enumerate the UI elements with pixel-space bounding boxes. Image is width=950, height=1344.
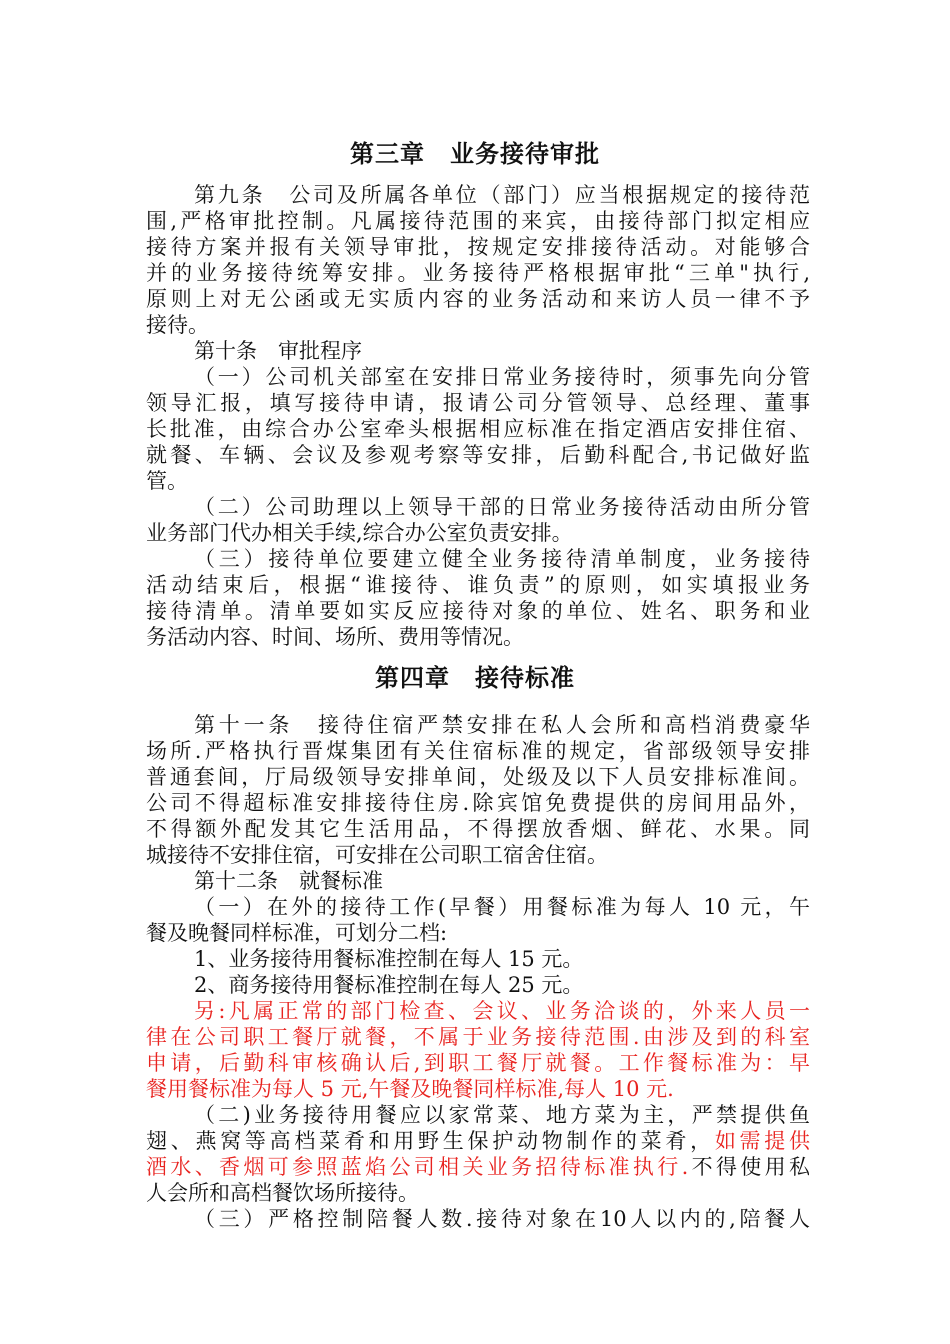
- art10-heading: 第十条 审批程序: [194, 339, 362, 363]
- art12-note-line-2: 律在公司职工餐厅就餐，不属于业务接待范围.由涉及到的科室: [146, 1025, 810, 1049]
- art10-p3-line-3: 接待清单。清单要如实反应接待对象的单位、姓名、职务和业: [146, 599, 810, 623]
- art10-p3-line-4: 务活动内容、时间、场所、费用等情况。: [146, 625, 524, 649]
- art10-p1-line-4: 就餐、车辆、会议及参观考察等安排，后勤科配合,书记做好监: [146, 443, 810, 467]
- art10-p1-line-2: 领导汇报，填写接待申请，报请公司分管领导、总经理、董事: [146, 391, 810, 415]
- art12-item-1: 1、业务接待用餐标准控制在每人 15 元。: [194, 947, 584, 971]
- art10-p2-line-1: （二）公司助理以上领导干部的日常业务接待活动由所分管: [194, 495, 810, 519]
- art10-p1-line-5: 管。: [146, 469, 188, 493]
- art12-p2-line-2: [146, 1128, 810, 1154]
- art11-line-4: 公司不得超标准安排接待住房.除宾馆免费提供的房间用品外，: [146, 791, 810, 815]
- art12-p1-line-1: （一）在外的接待工作(早餐）用餐标准为每人 10 元，午: [194, 895, 810, 919]
- art9-line-6: 接待。: [146, 313, 209, 337]
- art9-line-5: 原则上对无公函或无实质内容的业务活动和来访人员一律不予: [146, 287, 810, 311]
- art10-p2-line-2: 业务部门代办相关手续,综合办公室负责安排。: [146, 521, 573, 545]
- art12-p2-line-3-red: 酒水、香烟可参照蓝焰公司相关业务招待标准执行.: [146, 1155, 689, 1179]
- chapter-4-title: 第四章 接待标准: [375, 664, 575, 692]
- art9-line-1: 第九条 公司及所属各单位（部门）应当根据规定的接待范: [194, 183, 810, 207]
- art10-p3-line-2: 活动结束后，根据“谁接待、谁负责”的原则，如实填报业务: [146, 573, 810, 597]
- art12-note-line-1: 另:凡属正常的部门检查、会议、业务洽谈的，外来人员一: [194, 999, 810, 1023]
- art11-line-1: 第十一条 接待住宿严禁安排在私人会所和高档消费豪华: [194, 713, 810, 737]
- art12-note-line-4: 餐用餐标准为每人 5 元,午餐及晚餐同样标准,每人 10 元.: [146, 1077, 674, 1101]
- art10-p3-line-1: （三）接待单位要建立健全业务接待清单制度，业务接待: [194, 547, 810, 571]
- art10-p1-line-3: 长批准，由综合办公室牵头根据相应标准在指定酒店安排住宿、: [146, 417, 810, 441]
- art12-p1-line-2: 餐及晚餐同样标准，可划分二档:: [146, 921, 448, 945]
- art12-note-line-3: 申请，后勤科审核确认后,到职工餐厅就餐。工作餐标准为：早: [146, 1051, 810, 1075]
- art12-p2-line-1: （二)业务接待用餐应以家常菜、地方菜为主，严禁提供鱼: [194, 1103, 810, 1127]
- art11-line-6: 城接待不安排住宿，可安排在公司职工宿舍住宿。: [146, 843, 608, 867]
- chapter-3-title: 第三章 业务接待审批: [350, 140, 600, 168]
- art9-line-3: 接待方案并报有关领导审批，按规定安排接待活动。对能够合: [146, 235, 810, 259]
- art12-item-2: 2、商务接待用餐标准控制在每人 25 元。: [194, 973, 584, 997]
- art10-p1-line-1: （一）公司机关部室在安排日常业务接待时，须事先向分管: [194, 365, 810, 389]
- art12-p2-line-2-black: 翅、燕窝等高档菜肴和用野生保护动物制作的菜肴，: [146, 1129, 715, 1153]
- art12-p2-line-2-red: 如需提供: [714, 1129, 811, 1153]
- art9-line-4: 并的业务接待统筹安排。业务接待严格根据审批“三单"执行,: [146, 261, 810, 285]
- art9-line-2: 围,严格审批控制。凡属接待范围的来宾，由接待部门拟定相应: [146, 209, 810, 233]
- art12-p3-line-1: （三）严格控制陪餐人数.接待对象在10人以内的,陪餐人: [194, 1207, 810, 1231]
- art12-p2-line-4: 人会所和高档餐饮场所接待。: [146, 1181, 419, 1205]
- art11-line-3: 普通套间，厅局级领导安排单间，处级及以下人员安排标准间。: [146, 765, 810, 789]
- art12-p2-line-3: [146, 1154, 810, 1180]
- art11-line-5: 不得额外配发其它生活用品，不得摆放香烟、鲜花、水果。同: [146, 817, 810, 841]
- art11-line-2: 场所.严格执行晋煤集团有关住宿标准的规定，省部级领导安排: [146, 739, 810, 763]
- art12-heading: 第十二条 就餐标准: [194, 869, 383, 893]
- art12-p2-line-3-black: 不得使用私: [688, 1155, 810, 1179]
